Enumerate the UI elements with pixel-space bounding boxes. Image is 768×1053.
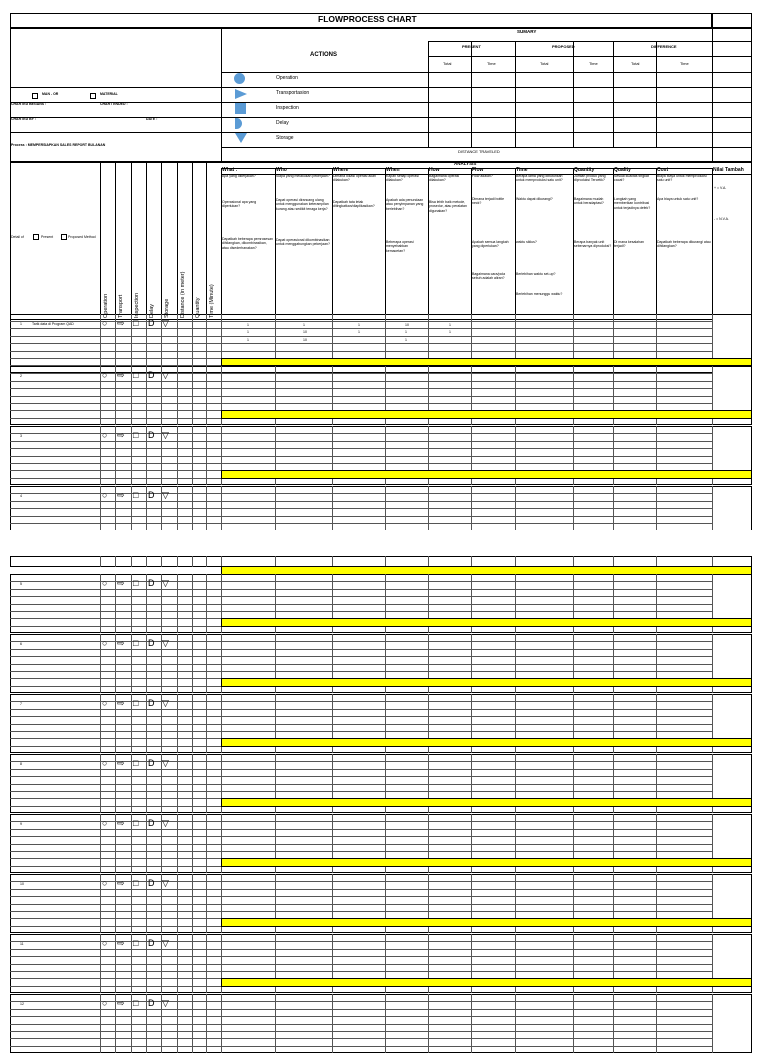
- present-label: Present: [41, 235, 54, 239]
- col-rule: [146, 162, 147, 320]
- analysis-col-title: Where: [333, 167, 349, 173]
- cell-value: 1: [405, 337, 407, 342]
- analysis-note: Bagaimana cara/pola sebuh adalah aliran?: [472, 272, 506, 281]
- analysis-rule: [221, 168, 712, 169]
- analysis-note: Dimana terjadi bottle neck?: [472, 197, 505, 206]
- table-row: [10, 941, 712, 942]
- highlight-row: [221, 858, 752, 866]
- material-label: MATERIAL: [100, 92, 118, 96]
- delay-symbol-icon: D: [148, 578, 155, 589]
- cell-value: 1: [449, 330, 451, 335]
- table-row: [10, 611, 712, 612]
- delay-symbol-icon: D: [148, 430, 155, 441]
- col-rule: [100, 162, 101, 320]
- storage-symbol-icon: ▽: [162, 578, 169, 589]
- table-row: [10, 596, 712, 597]
- table-row: [10, 829, 712, 830]
- col-rule: [332, 168, 333, 320]
- table-row: [10, 791, 712, 792]
- cell-value: 1: [358, 330, 360, 335]
- inspection-symbol-icon: □: [133, 698, 139, 709]
- storage-symbol-icon: ▽: [162, 698, 169, 709]
- storage-symbol-icon: ▽: [162, 878, 169, 889]
- operation-symbol-icon: ○: [102, 490, 108, 501]
- step-number: 1: [20, 322, 22, 326]
- operation-symbol-icon: ○: [102, 698, 108, 709]
- step-number: 7: [20, 702, 22, 707]
- analysis-note: Dapatkah beberapa dikurangi atau dihilangkan?: [657, 240, 711, 249]
- delay-symbol-icon: D: [148, 318, 155, 328]
- analysis-note: Dapat operasi dirancang ulang untuk menggunakan keterampilan kurang atau sedikit tenaga kerja?: [276, 198, 329, 211]
- proposed-method-checkbox[interactable]: [61, 234, 67, 240]
- cell-value: 1: [303, 323, 305, 327]
- detail-of-label: Detail of: [11, 235, 24, 239]
- table-row: [10, 1038, 712, 1039]
- operation-symbol-icon: ○: [102, 430, 108, 441]
- col-rule: [712, 168, 713, 320]
- cell-value: 1: [247, 337, 249, 342]
- analysis-note: Bagaimana operasi dilakukan?: [429, 174, 460, 183]
- storage-symbol-icon: ▽: [162, 318, 169, 328]
- storage-symbol-icon: ▽: [162, 490, 169, 501]
- analysis-col-title: Time: [516, 167, 528, 173]
- distance-traveled-label: DISTANCE TRAVELED: [458, 149, 500, 154]
- analysis-note: Biaya biaya untuk memproduksi satu unit?: [657, 174, 707, 183]
- summary-col-rule: [712, 28, 713, 162]
- chart-ended-label: CHART ENDED :: [100, 102, 128, 106]
- analysis-header: ANALYSIS: [454, 161, 477, 166]
- cell-value: 1: [358, 323, 360, 327]
- operation-symbol-icon: ○: [102, 878, 108, 889]
- summary-rule: [221, 117, 752, 118]
- step-number: 5: [20, 582, 22, 587]
- analysis-note: Berapa lama yang dibutuhkan untuk memproduksi satu unit?: [516, 174, 563, 183]
- highlight-row: [221, 410, 752, 418]
- table-row: [10, 1009, 712, 1010]
- column-header-vertical: Delay: [149, 303, 155, 318]
- col-rule: [161, 556, 162, 567]
- storage-symbol-icon: ▽: [162, 370, 169, 381]
- analysis-note: Dapatkah tata letak ditingkatkan/diaplikasikan?: [333, 200, 375, 209]
- table-row: [10, 836, 712, 837]
- table-row: [10, 516, 712, 517]
- table-row: [10, 1016, 712, 1017]
- storage-icon: [235, 133, 247, 143]
- material-checkbox[interactable]: [90, 93, 96, 99]
- summary-rule: [221, 87, 752, 88]
- table-row: [10, 844, 712, 845]
- transport-symbol-icon: ⇨: [117, 490, 125, 501]
- delay-symbol-icon: D: [148, 938, 155, 949]
- analysis-note: Beberapa operasi menyebabkan kemacetan?: [386, 240, 414, 253]
- summary-rule: [221, 132, 752, 133]
- transport-symbol-icon: ⇨: [117, 818, 125, 829]
- action-label-transportasion: Transportasion: [276, 90, 310, 96]
- summary-subheader: Total: [631, 61, 640, 66]
- summary-rule: [221, 102, 752, 103]
- table-row: [10, 949, 712, 950]
- analysis-note: Berlebihan menunggu waktu?: [516, 292, 563, 296]
- highlight-row: [221, 470, 752, 478]
- table-row: [10, 493, 712, 494]
- analysis-note: Apa biaya untuk satu unit?: [657, 197, 699, 201]
- table-row: [10, 769, 712, 770]
- cell-value: 1: [449, 323, 451, 327]
- table-row: [10, 441, 712, 442]
- table-row: [10, 904, 712, 905]
- analysis-note: Waktu dapat dikurangi?: [516, 197, 553, 201]
- column-header-vertical: Transport: [118, 294, 124, 318]
- analysis-note: waktu siklus?: [516, 240, 537, 244]
- table-row: [10, 664, 712, 665]
- operation-symbol-icon: ○: [102, 578, 108, 589]
- table-row: [10, 731, 712, 732]
- analysis-note: Flow adalah?: [472, 174, 493, 178]
- step-number: 6: [20, 642, 22, 647]
- analysis-col-title: When: [386, 167, 400, 173]
- table-row: [10, 911, 712, 912]
- operation-symbol-icon: ○: [102, 758, 108, 769]
- present-checkbox[interactable]: [33, 234, 39, 240]
- table-row: [10, 881, 712, 882]
- inspection-symbol-icon: □: [133, 370, 139, 381]
- inspection-symbol-icon: □: [133, 758, 139, 769]
- summary-subheader: Time: [589, 61, 598, 66]
- operation-symbol-icon: ○: [102, 998, 108, 1009]
- cell-value: 10: [405, 323, 409, 327]
- summary-rule: [221, 72, 752, 73]
- transport-symbol-icon: ⇨: [117, 878, 125, 889]
- summary-rule: [221, 147, 752, 148]
- analysis-note: Apakah ada penundaan atau penyimpanan yang berlebihan?: [386, 198, 424, 211]
- table-row: [10, 508, 712, 509]
- summary-subheader: Time: [487, 61, 496, 66]
- info-rule: [10, 117, 221, 118]
- col-rule: [100, 556, 101, 567]
- table-row: [10, 889, 712, 890]
- column-header-vertical: Distance (in meter): [180, 271, 186, 318]
- table-row: [10, 456, 712, 457]
- table-row: [10, 589, 712, 590]
- analysis-col-title: What :: [222, 167, 238, 173]
- storage-symbol-icon: ▽: [162, 938, 169, 949]
- table-row: [10, 328, 712, 329]
- inspection-symbol-icon: □: [133, 490, 139, 501]
- table-row: [10, 336, 712, 337]
- delay-symbol-icon: D: [148, 370, 155, 381]
- cell-value: 1: [247, 323, 249, 327]
- inspection-symbol-icon: □: [133, 430, 139, 441]
- action-label-operation: Operation: [276, 75, 298, 81]
- highlight-row: [221, 978, 752, 986]
- analysis-col-title: Quality: [614, 167, 631, 173]
- info-rule: [10, 132, 221, 133]
- highlight-row: [221, 678, 752, 686]
- table-row: [10, 971, 712, 972]
- page-title: FLOWPROCESS CHART: [318, 14, 417, 24]
- inspection-icon: [235, 103, 246, 114]
- summary-rule: [428, 56, 752, 57]
- cell-value: 1: [405, 330, 407, 335]
- summary-rule: [428, 41, 752, 42]
- col-rule: [131, 556, 132, 567]
- step-number: 2: [20, 374, 22, 379]
- analysis-note: Siapa yang melakukan pekerjaan?: [276, 174, 330, 178]
- col-rule: [177, 162, 178, 320]
- table-row: [10, 448, 712, 449]
- step-number: 4: [20, 494, 22, 499]
- analysis-col-title: Who: [276, 167, 287, 173]
- operation-symbol-icon: ○: [102, 318, 108, 328]
- step-number: 11: [20, 942, 24, 947]
- col-rule: [206, 162, 207, 320]
- table-row: [10, 604, 712, 605]
- table-row: [10, 821, 712, 822]
- col-rule: [115, 162, 116, 320]
- operation-symbol-icon: ○: [102, 818, 108, 829]
- table-row: [10, 851, 712, 852]
- col-rule: [192, 556, 193, 567]
- column-header-vertical: Storage: [164, 298, 170, 318]
- inspection-symbol-icon: □: [133, 818, 139, 829]
- table-row: [10, 656, 712, 657]
- table-row: [10, 396, 712, 397]
- operation-symbol-icon: ○: [102, 638, 108, 649]
- table-row: [10, 381, 712, 382]
- table-row: [10, 896, 712, 897]
- analysis-note: Kapan setiap operasi dilakukan?: [386, 174, 419, 183]
- col-rule: [177, 556, 178, 567]
- transport-symbol-icon: ⇨: [117, 938, 125, 949]
- column-header-vertical: Time (Minute): [209, 284, 215, 318]
- info-rule: [10, 87, 221, 88]
- operation-symbol-icon: ○: [102, 370, 108, 381]
- inspection-symbol-icon: □: [133, 638, 139, 649]
- analysis-note: Bagaimana mudah untuk beradaptasi?: [574, 197, 604, 206]
- table-row: [10, 956, 712, 957]
- analysis-col-title: Cost: [657, 167, 669, 173]
- col-rule: [146, 556, 147, 567]
- storage-symbol-icon: ▽: [162, 638, 169, 649]
- table-row: [10, 671, 712, 672]
- table-row: [10, 321, 712, 322]
- table-row: [10, 433, 712, 434]
- table-row: [10, 501, 712, 502]
- summary-group-proposed: PROPOSED: [552, 44, 575, 49]
- table-row: [10, 463, 712, 464]
- analysis-col-title: How: [429, 167, 440, 173]
- highlight-row: [221, 618, 752, 626]
- cell-value: 10: [303, 330, 307, 335]
- action-label-delay: Delay: [276, 120, 289, 126]
- header-block: [10, 28, 752, 162]
- storage-symbol-icon: ▽: [162, 758, 169, 769]
- analysis-note: Berlebihan waktu set-up?: [516, 272, 556, 276]
- transport-symbol-icon: ⇨: [117, 638, 125, 649]
- inspection-symbol-icon: □: [133, 938, 139, 949]
- process-label: Process : MEMPERSIAPKAN SALES REPORT BULANAN: [11, 143, 106, 147]
- delay-symbol-icon: D: [148, 998, 155, 1009]
- action-label-inspection: Inspection: [276, 105, 299, 111]
- transport-symbol-icon: ⇨: [117, 370, 125, 381]
- operation-symbol-icon: ○: [102, 938, 108, 949]
- transportation-icon: [235, 89, 247, 99]
- analysis-note: Di mana kesalahan terjadi?: [614, 240, 644, 249]
- delay-symbol-icon: D: [148, 878, 155, 889]
- step-number: 8: [20, 762, 22, 767]
- table-row: [10, 724, 712, 725]
- delay-symbol-icon: D: [148, 638, 155, 649]
- col-rule: [192, 162, 193, 320]
- summary-subheader: Total: [540, 61, 549, 66]
- column-header-vertical: Operation: [103, 293, 109, 318]
- table-row: [10, 351, 712, 352]
- summary-subheader: Total: [443, 61, 452, 66]
- analysis-note: Dimana lokasi operasi akan dilakukan?: [333, 174, 376, 183]
- inspection-symbol-icon: □: [133, 998, 139, 1009]
- table-row: [10, 641, 712, 642]
- man-or-label: MAN - OR: [42, 92, 59, 96]
- analysis-note: Apa yang dikerjakan?: [222, 174, 256, 178]
- storage-symbol-icon: ▽: [162, 818, 169, 829]
- proposed-method-label: Proposed Method: [68, 235, 96, 239]
- col-rule: [131, 162, 132, 320]
- analysis-note: Operasional apa yang diperlukan?: [222, 200, 257, 209]
- header-divider: [221, 28, 222, 162]
- transport-symbol-icon: ⇨: [117, 998, 125, 1009]
- cell-value: 10: [303, 337, 307, 342]
- analysis-note: Apakah semua langkah yang diperlukan?: [472, 240, 509, 249]
- analysis-note: Sesuai kualitas tingkat cacat?: [614, 174, 649, 183]
- delay-symbol-icon: D: [148, 758, 155, 769]
- table-row: [10, 373, 712, 374]
- operation-icon: [234, 73, 245, 84]
- transport-symbol-icon: ⇨: [117, 430, 125, 441]
- charted-began-label: CHARTED BEGANS :: [11, 102, 47, 106]
- analysis-note: Dapatkah beberapa pemrosesan dihilangkan, dikombinasikan, atau disederhanakan?: [222, 237, 273, 250]
- table-row: [10, 581, 712, 582]
- table-row: [10, 523, 712, 524]
- page-gap: [0, 530, 768, 556]
- table-row: [10, 964, 712, 965]
- table-row: [10, 716, 712, 717]
- table-row: [10, 1031, 712, 1032]
- actions-label: ACTIONS: [310, 52, 337, 58]
- highlight-row: [221, 738, 752, 746]
- cell-value: 1: [247, 330, 249, 335]
- transport-symbol-icon: ⇨: [117, 318, 125, 328]
- nilai-tambah-title: Nilai Tambah: [713, 167, 744, 173]
- inspection-symbol-icon: □: [133, 578, 139, 589]
- nilai-va-note: + = V.A.: [714, 186, 727, 190]
- inspection-symbol-icon: □: [133, 878, 139, 889]
- date-label: DATE :: [146, 117, 158, 121]
- action-label-storage: Storage: [276, 135, 294, 141]
- summary-header: SUMARY: [517, 29, 537, 34]
- analysis-note: Bisa lebih baik metode, prosedur, atau peralatan digunakan?: [429, 200, 467, 213]
- table-row: [10, 1046, 712, 1047]
- analysis-col-title: Quantity: [574, 167, 595, 173]
- table-row: [10, 701, 712, 702]
- table-row: [10, 776, 712, 777]
- analysis-note: Langkah yang memberikan kontribusi untuk terjadinya defek?: [614, 197, 651, 210]
- summary-subheader: Time: [680, 61, 689, 66]
- charted-by-label: CHARTED BY :: [11, 117, 37, 121]
- man-or-checkbox[interactable]: [32, 93, 38, 99]
- step-number: 10: [20, 882, 24, 887]
- storage-symbol-icon: ▽: [162, 430, 169, 441]
- step-name: Tarik data di Program QAD: [32, 322, 74, 326]
- inspection-symbol-icon: □: [133, 318, 139, 328]
- table-row: [10, 761, 712, 762]
- delay-symbol-icon: D: [148, 698, 155, 709]
- nilai-nva-note: - = N.V.A.: [714, 217, 729, 221]
- analysis-note: Jumlah produk yang diproduksi Tercetik?: [574, 174, 606, 183]
- table-row: [10, 1001, 712, 1002]
- analysis-note: Dapat operasional dikombinasikan untuk menggabungkan pekerjaan?: [276, 238, 330, 247]
- transport-symbol-icon: ⇨: [117, 698, 125, 709]
- col-rule: [161, 162, 162, 320]
- highlight-row: [221, 918, 752, 926]
- table-row: [10, 388, 712, 389]
- step-number: 3: [20, 434, 22, 439]
- transport-symbol-icon: ⇨: [117, 758, 125, 769]
- column-header-vertical: Quantity: [195, 297, 201, 318]
- table-row: [10, 343, 712, 344]
- column-header-vertical: Inspection: [134, 292, 140, 318]
- analysis-col-title: Flow: [472, 167, 484, 173]
- table-row: [10, 784, 712, 785]
- summary-group-difference: DIFFERENCE: [651, 44, 677, 49]
- analysis-note: Berapa banyak unit sebenarnya diproduksi?: [574, 240, 612, 249]
- highlight-row: [221, 798, 752, 806]
- col-rule: [428, 168, 429, 320]
- storage-symbol-icon: ▽: [162, 998, 169, 1009]
- step-number: 12: [20, 1002, 24, 1007]
- title-side-cell: [712, 13, 752, 28]
- transport-symbol-icon: ⇨: [117, 578, 125, 589]
- delay-symbol-icon: D: [148, 490, 155, 501]
- delay-symbol-icon: D: [148, 818, 155, 829]
- table-row: [10, 649, 712, 650]
- step-number: 9: [20, 822, 22, 827]
- col-rule: [206, 556, 207, 567]
- table-row: [10, 403, 712, 404]
- col-rule: [115, 556, 116, 567]
- table-row: [10, 709, 712, 710]
- summary-group-present: PRESENT: [462, 44, 481, 49]
